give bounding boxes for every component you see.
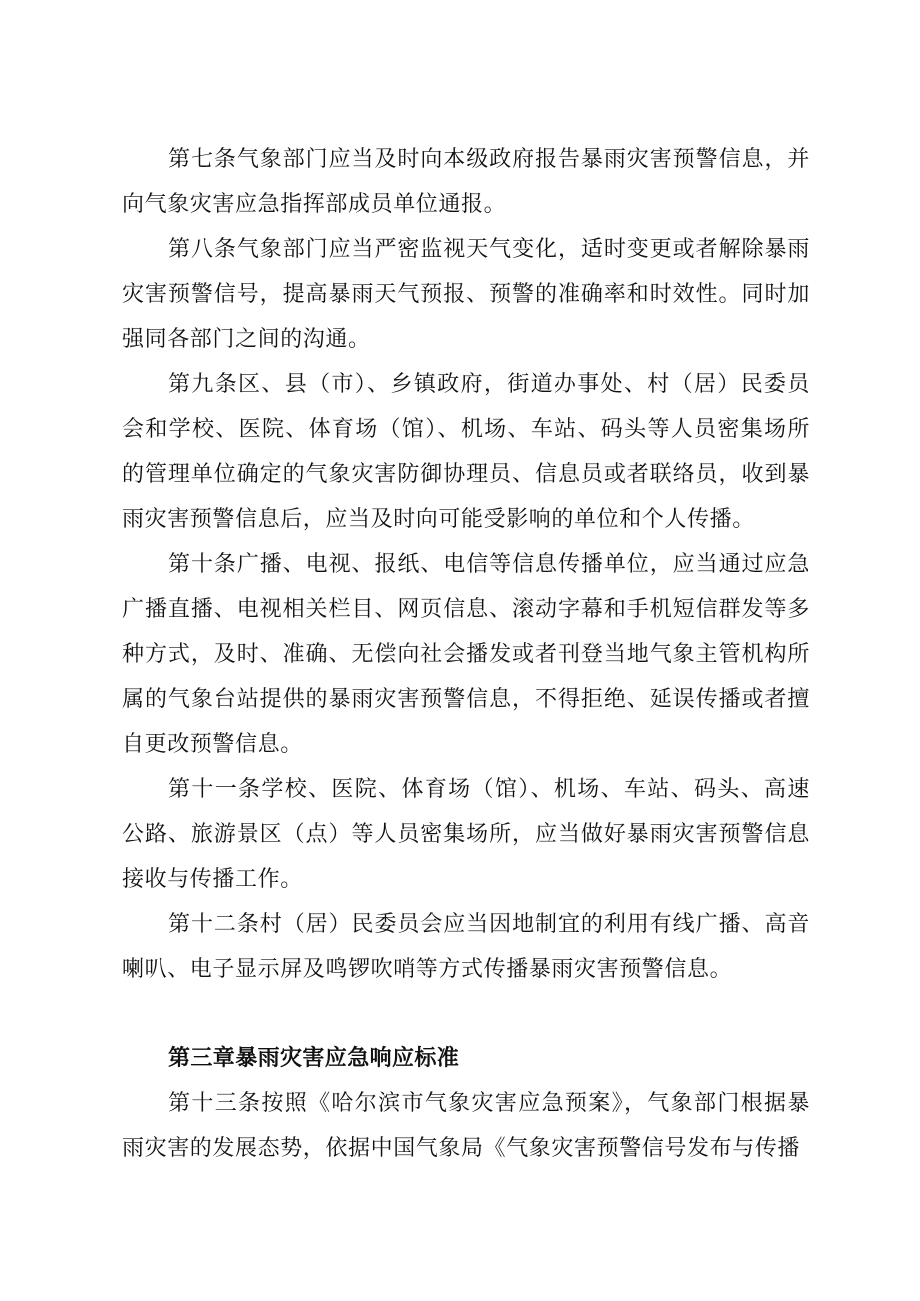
article-8-paragraph: 第八条气象部门应当严密监视天气变化，适时变更或者解除暴雨灾害预警信号，提高暴雨天气预报、预警的准确率和时效性。同时加强同各部门之间的沟通。 bbox=[122, 237, 810, 352]
article-12-paragraph: 第十二条村（居）民委员会应当因地制宜的利用有线广播、高音喇叭、电子显示屏及鸣锣吹哨等方式传播暴雨灾害预警信息。 bbox=[122, 912, 810, 982]
article-13-paragraph: 第十三条按照《哈尔滨市气象灾害应急预案》，气象部门根据暴雨灾害的发展态势，依据中国气象局《气象灾害预警信号发布与传播 bbox=[122, 1091, 810, 1161]
article-11-paragraph: 第十一条学校、医院、体育场（馆）、机场、车站、码头、高速公路、旅游景区（点）等人员密集场所，应当做好暴雨灾害预警信息接收与传播工作。 bbox=[122, 777, 810, 892]
chapter-3-heading: 第三章暴雨灾害应急响应标准 bbox=[168, 1046, 460, 1071]
article-9-paragraph: 第九条区、县（市）、乡镇政府，街道办事处、村（居）民委员会和学校、医院、体育场（馆）、机场、车站、码头等人员密集场所的管理单位确定的气象灾害防御协理员、信息员或者联络员，收到暴雨灾害预警信息后，应当及时向可能受影响的单位和个人传播。 bbox=[122, 372, 810, 532]
article-10-paragraph: 第十条广播、电视、报纸、电信等信息传播单位，应当通过应急广播直播、电视相关栏目、网页信息、滚动字幕和手机短信群发等多种方式，及时、准确、无偿向社会播发或者刊登当地气象主管机构所属的气象台站提供的暴雨灾害预警信息，不得拒绝、延误传播或者擅自更改预警信息。 bbox=[122, 552, 810, 757]
article-7-paragraph: 第七条气象部门应当及时向本级政府报告暴雨灾害预警信息，并向气象灾害应急指挥部成员单位通报。 bbox=[122, 147, 810, 217]
document-body bbox=[122, 137, 810, 1171]
